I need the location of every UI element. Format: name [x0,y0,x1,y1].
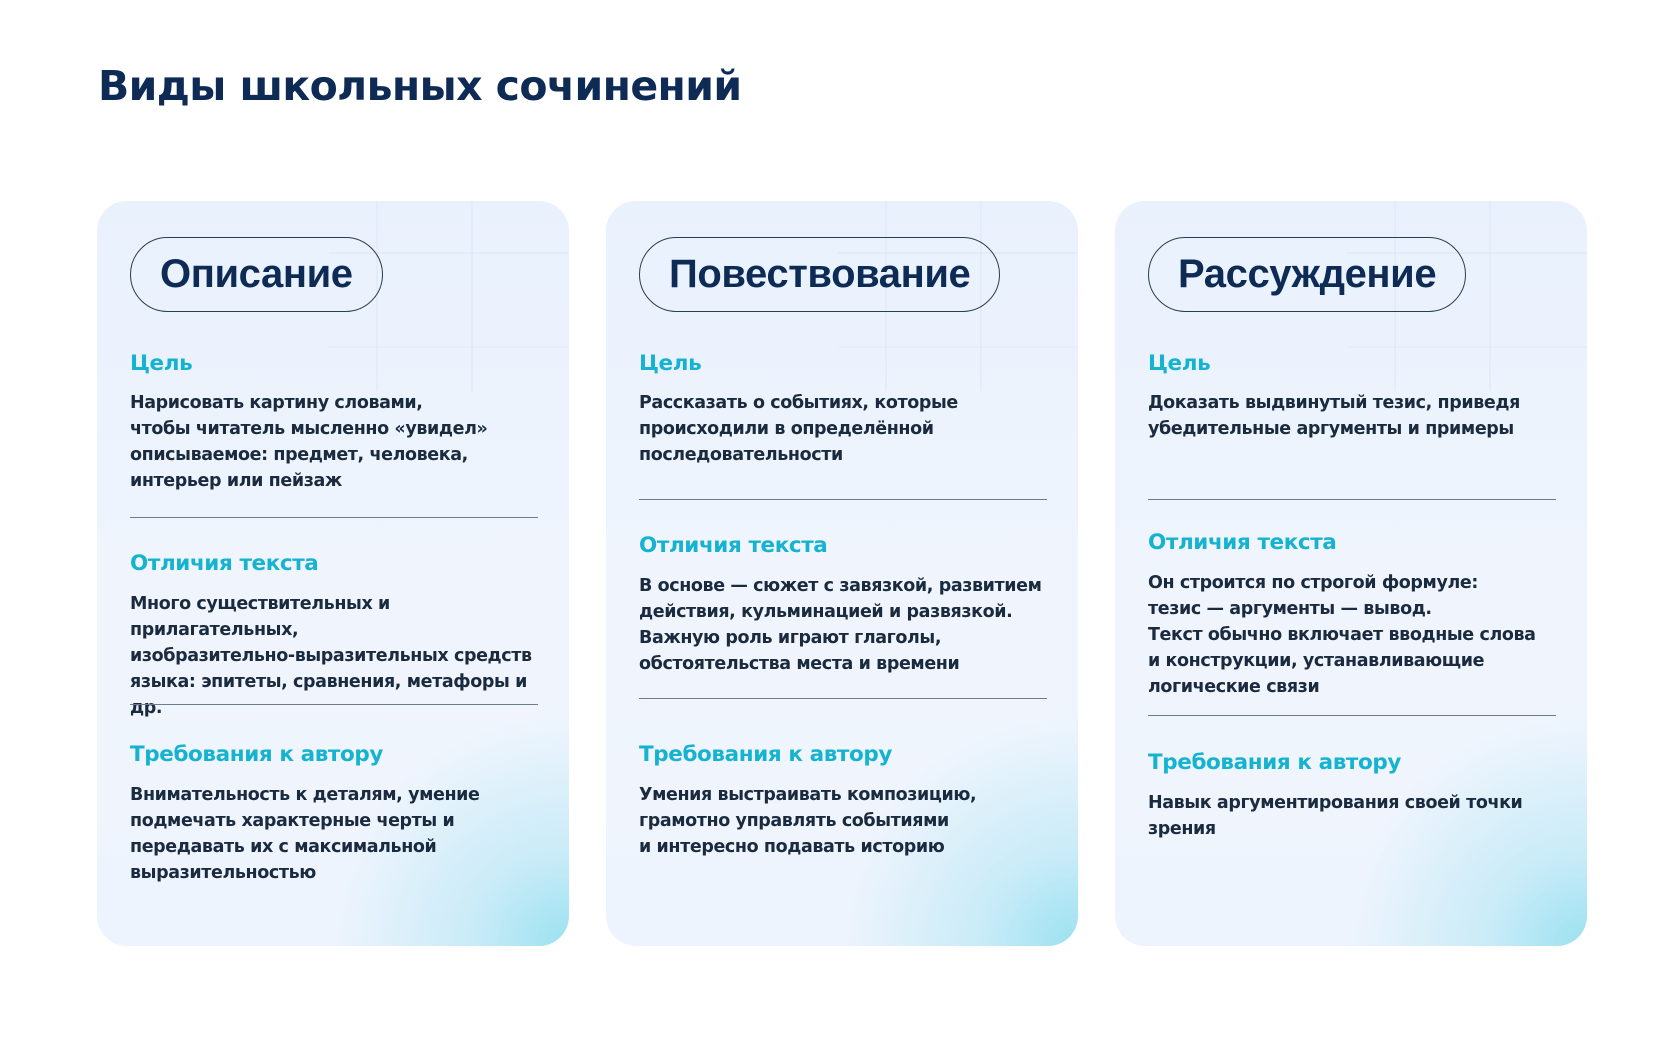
page-title: Виды школьных сочинений [98,62,742,110]
difference-text: В основе — сюжет с завязкой, развитием действия, кульминацией и развязкой. Важную роль играют глаголы, обстоятельства места и времени [639,576,1042,674]
card-title-pill: Описание [130,237,383,312]
requirements-text: Умения выстраивать композицию, грамотно управлять событиями и интересно подавать историю [639,785,977,857]
requirements-heading: Требования к автору [130,742,383,767]
divider [639,698,1047,699]
goal-heading: Цель [639,351,702,376]
divider [130,517,538,518]
requirements-text: Навык аргументирования своей точки зрения [1148,793,1523,839]
divider [639,499,1047,500]
goal-heading: Цель [1148,351,1211,376]
requirements-text: Внимательность к деталям, умение подмечать характерные черты и передавать их с максимальной выразительностью [130,785,480,883]
difference-text: Он строится по строгой формуле: тезис — аргументы — вывод. Текст обычно включает вводные слова и конструкции, устанавливающие логические связи [1148,573,1536,697]
difference-text: Много существительных и прилагательных, изобразительно-выразительных средств языка: эпитеты, сравнения, метафоры и др. [130,594,532,718]
card-rassuzhdenie [1115,201,1587,946]
goal-text: Нарисовать картину словами, чтобы читатель мысленно «увидел» описываемое: предмет, человека, интерьер или пейзаж [130,393,488,491]
divider [1148,715,1556,716]
requirements-heading: Требования к автору [639,742,892,767]
requirements-heading: Требования к автору [1148,750,1401,775]
card-title-pill: Рассуждение [1148,237,1466,312]
card-povestvovanie [606,201,1078,946]
difference-heading: Отличия текста [639,533,828,558]
goal-text: Рассказать о событиях, которые происходили в определённой последовательности [639,393,958,465]
card-opisanie [97,201,569,946]
goal-text: Доказать выдвинутый тезис, приведя убедительные аргументы и примеры [1148,393,1520,439]
difference-heading: Отличия текста [1148,530,1337,555]
goal-heading: Цель [130,351,193,376]
cards-container [97,201,1587,946]
difference-heading: Отличия текста [130,551,319,576]
divider [130,704,538,705]
card-title-pill: Повествование [639,237,1000,312]
divider [1148,499,1556,500]
